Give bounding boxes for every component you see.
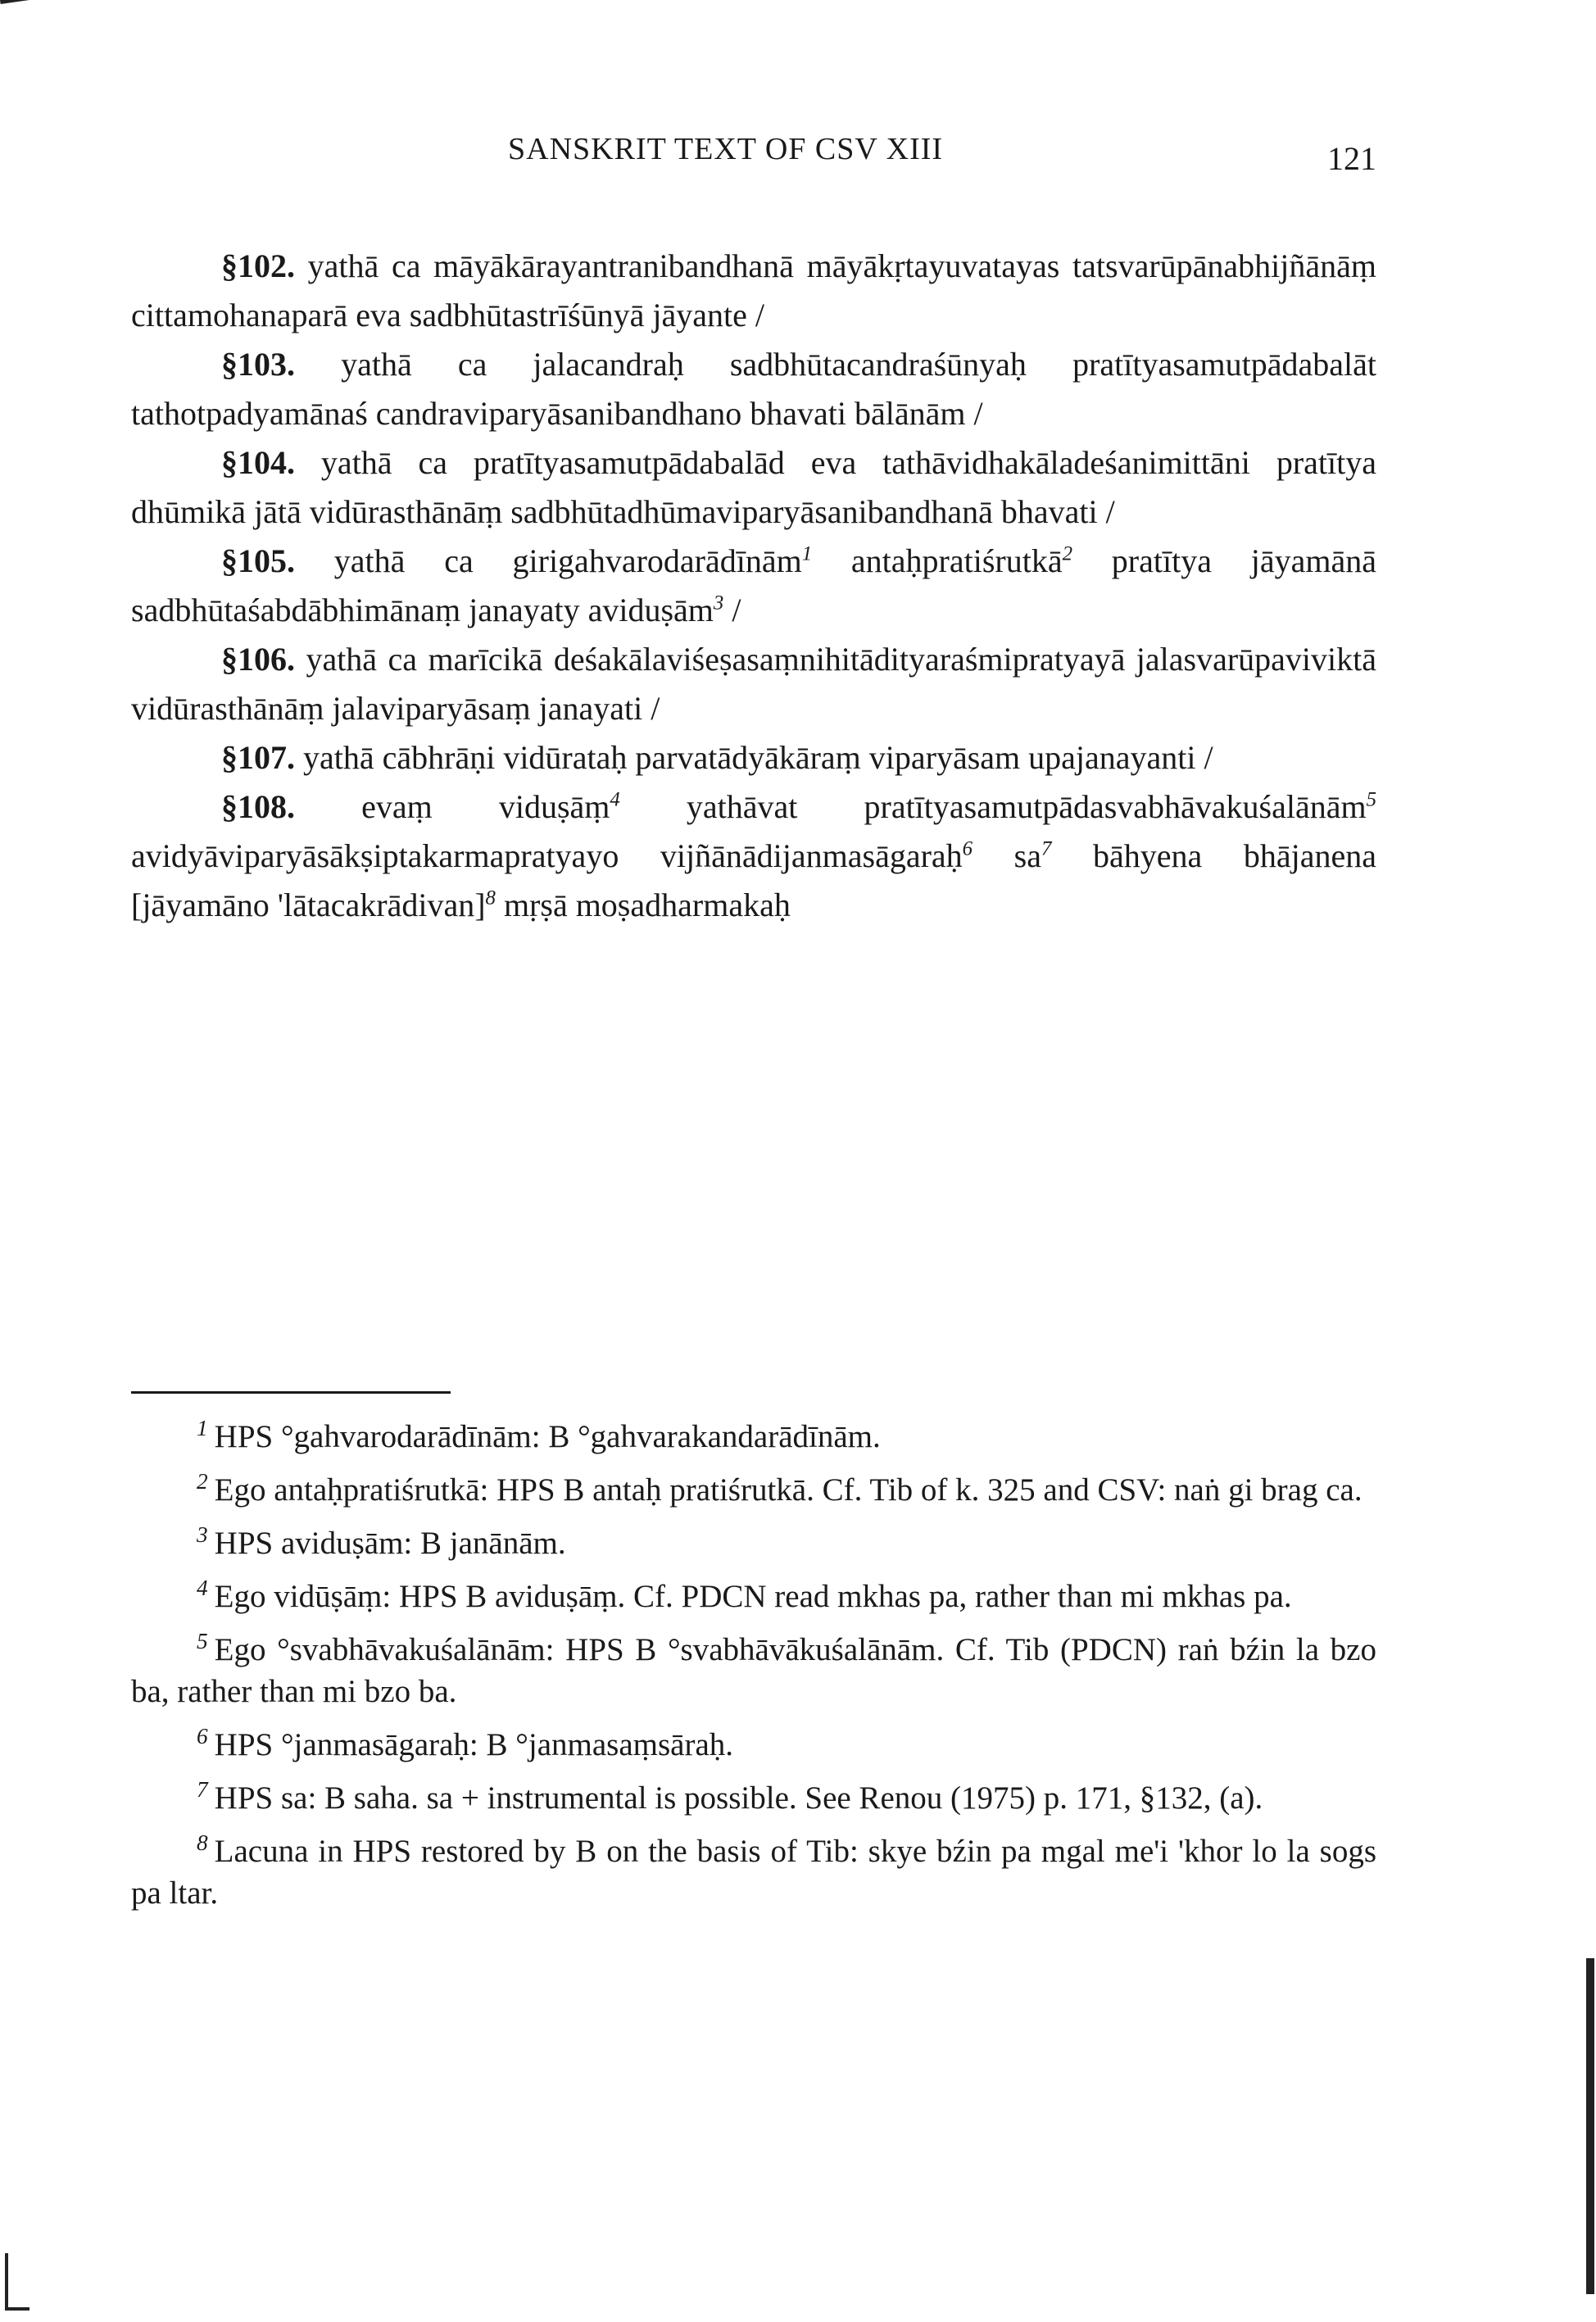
footnotes — [131, 1416, 1376, 1925]
paragraph — [131, 733, 1376, 782]
footnote-reference: 7 — [1041, 837, 1052, 860]
footnote-text: HPS °janmasāgaraḥ: B °janmasaṃsāraḥ. — [214, 1727, 734, 1762]
footnote — [131, 1724, 1376, 1766]
paragraph — [131, 782, 1376, 930]
footnote-text: Ego antaḥpratiśrutkā: HPS B antaḥ pratiśrutkā. Cf. Tib of k. 325 and CSV: naṅ gi brag ca. — [214, 1472, 1362, 1508]
paragraph-text: antaḥpratiśrutkā — [812, 542, 1063, 579]
section-number: §104. — [221, 444, 295, 481]
footnote — [131, 1777, 1376, 1819]
footnote-number: 2 — [197, 1469, 208, 1494]
paragraph — [131, 340, 1376, 438]
paragraph-text: yathā ca marīcikā deśakālaviśeṣasaṃnihitādityaraśmipratyayā jalasvarūpaviviktā vidūrasthānāṃ jalaviparyāsaṃ janayati / — [131, 641, 1376, 727]
footnote-number: 5 — [197, 1629, 208, 1653]
page-number: 121 — [1327, 140, 1376, 177]
footnote — [131, 1830, 1376, 1914]
main-text — [131, 242, 1376, 930]
paragraph — [131, 438, 1376, 537]
footnote-reference: 5 — [1366, 788, 1377, 811]
footnote-number: 3 — [197, 1522, 208, 1547]
section-number: §106. — [221, 641, 295, 678]
paragraph — [131, 242, 1376, 340]
section-number: §102. — [221, 247, 295, 284]
footnote-number: 4 — [197, 1576, 208, 1600]
scan-mark-bottom-left-foot — [5, 2307, 29, 2311]
footnote-text: HPS aviduṣām: B janānām. — [214, 1526, 566, 1561]
scan-mark-top-left — [0, 0, 49, 4]
paragraph-text: yathāvat pratītyasamutpādasvabhāvakuśalānām — [619, 788, 1367, 825]
running-head: SANSKRIT TEXT OF CSV XIII — [508, 132, 944, 166]
footnote — [131, 1416, 1376, 1458]
footnote-number: 6 — [197, 1724, 208, 1748]
footnote — [131, 1576, 1376, 1617]
footnote-reference: 3 — [713, 592, 724, 615]
paragraph-text: pratītya jāyamānā sadbhūtaśabdābhimānaṃ janayaty aviduṣām — [131, 542, 1376, 628]
paragraph-text: yathā ca māyākārayantranibandhanā māyākṛtayuvatayas tatsvarūpānabhijñānāṃ cittamohanaparā eva sadbhūtastrīśūnyā jāyante / — [131, 247, 1376, 333]
footnote-text: Ego °svabhāvakuśalānām: HPS B °svabhāvākuśalānām. Cf. Tib (PDCN) raṅ bźin la bzo ba, rather than mi bzo ba. — [131, 1632, 1376, 1709]
scan-mark-right-edge — [1586, 1958, 1594, 2294]
footnote — [131, 1469, 1376, 1511]
paragraph-text: yathā cābhrāṇi vidūrataḥ parvatādyākāraṃ viparyāsam upajanayanti / — [295, 739, 1213, 776]
footnote-reference: 6 — [962, 837, 973, 860]
footnote-rule — [131, 1391, 451, 1394]
footnote — [131, 1629, 1376, 1712]
section-number: §108. — [221, 788, 295, 825]
paragraph-text: mṛṣā moṣadharmakaḥ — [495, 887, 791, 923]
section-number: §103. — [221, 346, 295, 383]
footnote-reference: 2 — [1062, 542, 1072, 565]
paragraph-text: evaṃ viduṣāṃ — [295, 788, 610, 825]
paragraph — [131, 537, 1376, 635]
footnote-text: HPS sa: B saha. sa + instrumental is possible. See Renou (1975) p. 171, §132, (a). — [214, 1780, 1263, 1816]
footnote-text: HPS °gahvarodarādīnām: B °gahvarakandarādīnām. — [214, 1419, 881, 1454]
paragraph-text: sa — [973, 837, 1041, 874]
footnote-number: 1 — [197, 1416, 208, 1440]
scan-mark-bottom-left — [5, 2253, 8, 2311]
section-number: §105. — [221, 542, 295, 579]
footnote-reference: 4 — [610, 788, 620, 811]
paragraph-text: yathā ca girigahvarodarādīnām — [295, 542, 802, 579]
section-number: §107. — [221, 739, 295, 776]
footnote — [131, 1522, 1376, 1564]
paragraph-text: / — [723, 592, 741, 628]
paragraph — [131, 635, 1376, 733]
paragraph-text: avidyāviparyāsākṣiptakarmapratyayo vijñānādijanmasāgaraḥ — [131, 837, 963, 874]
page-header — [508, 131, 1376, 180]
footnote-number: 7 — [197, 1777, 208, 1802]
footnote-number: 8 — [197, 1830, 208, 1855]
footnote-reference: 8 — [485, 887, 496, 909]
paragraph-text: yathā ca pratītyasamutpādabalād eva tathāvidhakāladeśanimittāni pratītya dhūmikā jātā vidūrasthānāṃ sadbhūtadhūmaviparyāsanibandhanā bhavati / — [131, 444, 1376, 530]
footnote-reference: 1 — [801, 542, 813, 565]
footnote-text: Ego vidūṣāṃ: HPS B aviduṣāṃ. Cf. PDCN read mkhas pa, rather than mi mkhas pa. — [214, 1579, 1292, 1614]
footnote-text: Lacuna in HPS restored by B on the basis of Tib: skye bźin pa mgal me'i 'khor lo la sogs pa ltar. — [131, 1834, 1376, 1911]
paragraph-text: bāhyena bhājanena [jāyamāno 'lātacakrādivan] — [131, 837, 1377, 923]
paragraph-text: yathā ca jalacandraḥ sadbhūtacandraśūnyaḥ pratītyasamutpādabalāt tathotpadyamānaś candraviparyāsanibandhano bhavati bālānām / — [131, 346, 1376, 432]
